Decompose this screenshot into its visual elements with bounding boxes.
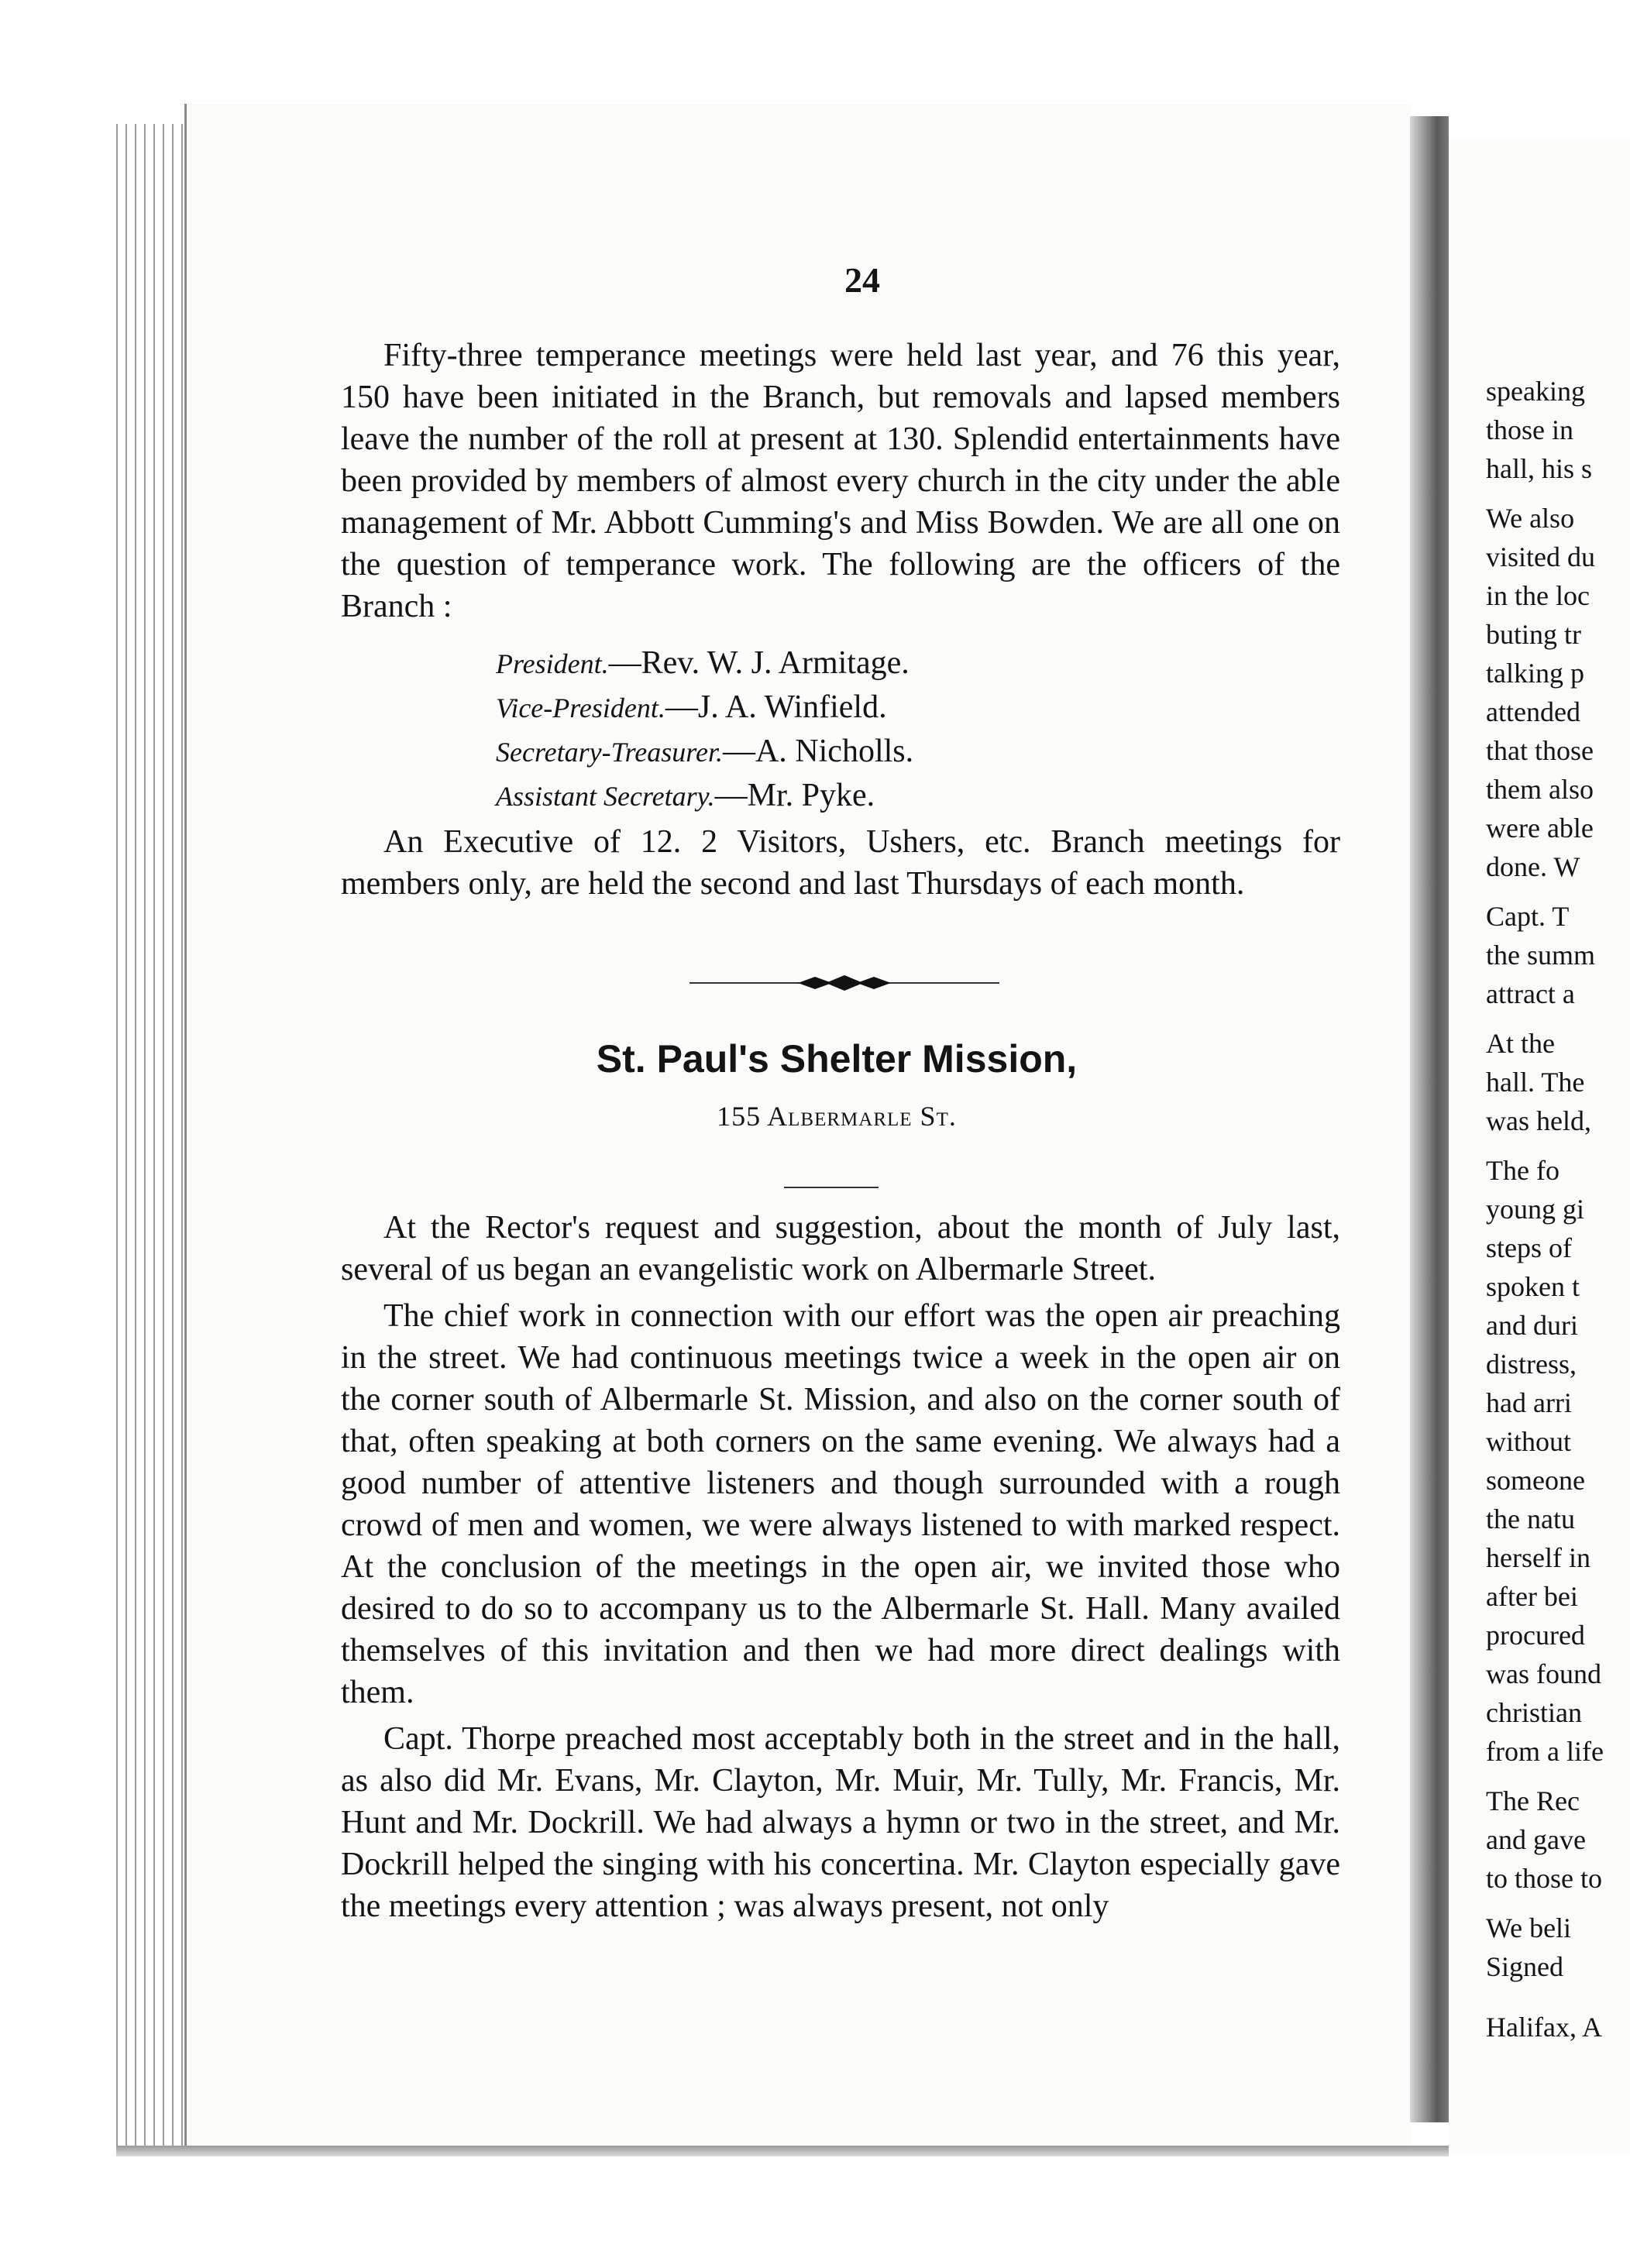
right-page-line: and gave [1486, 1824, 1586, 1855]
mission-address: 155 Albermarle St. [717, 1101, 957, 1132]
right-page-line: steps of [1486, 1232, 1572, 1263]
right-page-line: after bei [1486, 1581, 1578, 1612]
temperance-paragraph-block [341, 335, 1340, 632]
right-page-line: had arri [1486, 1387, 1572, 1418]
short-divider [784, 1187, 879, 1188]
right-page-line: attended [1486, 696, 1580, 727]
right-page-line [1486, 1013, 1604, 1024]
page-number: 24 [844, 260, 880, 300]
right-page-line: the summ [1486, 940, 1595, 971]
right-page-line [1486, 488, 1604, 499]
right-page-line: Capt. T [1486, 901, 1570, 932]
right-page-line: hall. The [1486, 1067, 1585, 1098]
right-page-line: At the [1486, 1028, 1555, 1059]
page-edges [116, 124, 191, 2153]
temperance-paragraph: Fifty-three temperance meetings were held last year, and 76 this year, 150 have been initiated in the Branch, but removals and lapsed members leave the number of the roll at present at 130. Splendid entertainments have been provided by members of almost every church in the city under the able management of Mr. Abbott Cumming's and Miss Bowden. We are all one on the question of temperance work. The following are the officers of the Branch : [341, 338, 1340, 624]
right-page-line: distress, [1486, 1349, 1577, 1380]
right-page-line: someone [1486, 1465, 1585, 1496]
mission-title: St. Paul's Shelter Mission, [596, 1037, 1078, 1081]
right-page-line: those in [1486, 414, 1573, 445]
right-page-line: and duri [1486, 1310, 1578, 1341]
right-page-line [1486, 1771, 1604, 1782]
officer-row: Assistant Secretary.—Mr. Pyke. [496, 778, 875, 813]
right-page-line: that those [1486, 735, 1594, 766]
right-page-line: attract a [1486, 978, 1575, 1009]
officer-row: Secretary-Treasurer.—A. Nicholls. [496, 734, 914, 769]
right-page-line [1486, 1898, 1604, 1909]
right-page-line: in the loc [1486, 580, 1590, 611]
right-page-line: visited du [1486, 541, 1595, 572]
right-page-line [1486, 1997, 1604, 2008]
right-page-line: procured [1486, 1620, 1585, 1651]
executive-paragraph-block [341, 821, 1340, 909]
right-page-line: the natu [1486, 1503, 1575, 1534]
page-bottom-edge [116, 2146, 1449, 2156]
right-page-line: was found [1486, 1658, 1601, 1689]
mission-paragraph: The chief work in connection with our effort was the open air preaching in the street. We had continuous meetings twice a week in the open air on the corner south of Albermarle St. Mission, and also on the corner south of that, often speaking at both corners on the same evening. We always had a good number of attentive listeners and though surrounded with a rough crowd of men and women, we were always listened to with marked respect. At the conclusion of the meetings in the open air, we invited those who desired to do so to accompany us to the Albermarle St. Hall. Many availed themselves of this invitation and then we had more direct dealings with them. [341, 1298, 1340, 1710]
right-page-text-fragments [1486, 372, 1604, 2046]
right-page-line [1486, 886, 1604, 897]
right-page-line: spoken t [1486, 1271, 1580, 1302]
right-page-line: talking p [1486, 658, 1584, 689]
right-page-line: The fo [1486, 1155, 1560, 1186]
officer-row: President.—Rev. W. J. Armitage. [496, 645, 910, 681]
section-divider-ornament [689, 974, 999, 991]
right-page-line: was held, [1486, 1105, 1591, 1136]
mission-text [341, 1207, 1340, 1932]
right-page-line: Halifax, A [1486, 2012, 1602, 2043]
right-page-line: We beli [1486, 1912, 1572, 1943]
executive-paragraph: An Executive of 12. 2 Visitors, Ushers, etc. Branch meetings for members only, are held the second and last Thursdays of each month. [341, 824, 1340, 902]
right-page-line: done. W [1486, 851, 1580, 882]
right-page-line: hall, his s [1486, 453, 1593, 484]
right-page-line: The Rec [1486, 1785, 1580, 1816]
right-page-line: herself in [1486, 1542, 1590, 1573]
right-page-line: buting tr [1486, 619, 1581, 650]
right-page-line: speaking [1486, 376, 1585, 407]
right-page-line: christian [1486, 1697, 1582, 1728]
right-page-line: from a life [1486, 1736, 1604, 1767]
right-page-line [1486, 1140, 1604, 1151]
book-gutter [1410, 116, 1449, 2122]
right-page-line: without [1486, 1426, 1572, 1457]
right-page-line: Signed [1486, 1951, 1564, 1982]
right-page-line: were able [1486, 813, 1594, 844]
right-page-line: to those to [1486, 1863, 1602, 1894]
right-page-line: We also [1486, 503, 1575, 534]
officer-row: Vice-President.—J. A. Winfield. [496, 689, 887, 725]
mission-paragraph: At the Rector's request and suggestion, about the month of July last, several of us began an evangelistic work on Albermarle Street. [341, 1210, 1340, 1287]
right-page-line: them also [1486, 774, 1594, 805]
officers-list [496, 641, 913, 818]
mission-paragraph: Capt. Thorpe preached most acceptably both in the street and in the hall, as also did Mr. Evans, Mr. Clayton, Mr. Muir, Mr. Tully, Mr. Francis, Mr. Hunt and Mr. Dockrill. We had always a hymn or two in the street, and Mr. Dockrill helped the singing with his concertina. Mr. Clayton especially gave the meetings every attention ; was always present, not only [341, 1721, 1340, 1924]
right-page-line: young gi [1486, 1194, 1585, 1225]
right-page-line [1486, 1986, 1604, 1997]
